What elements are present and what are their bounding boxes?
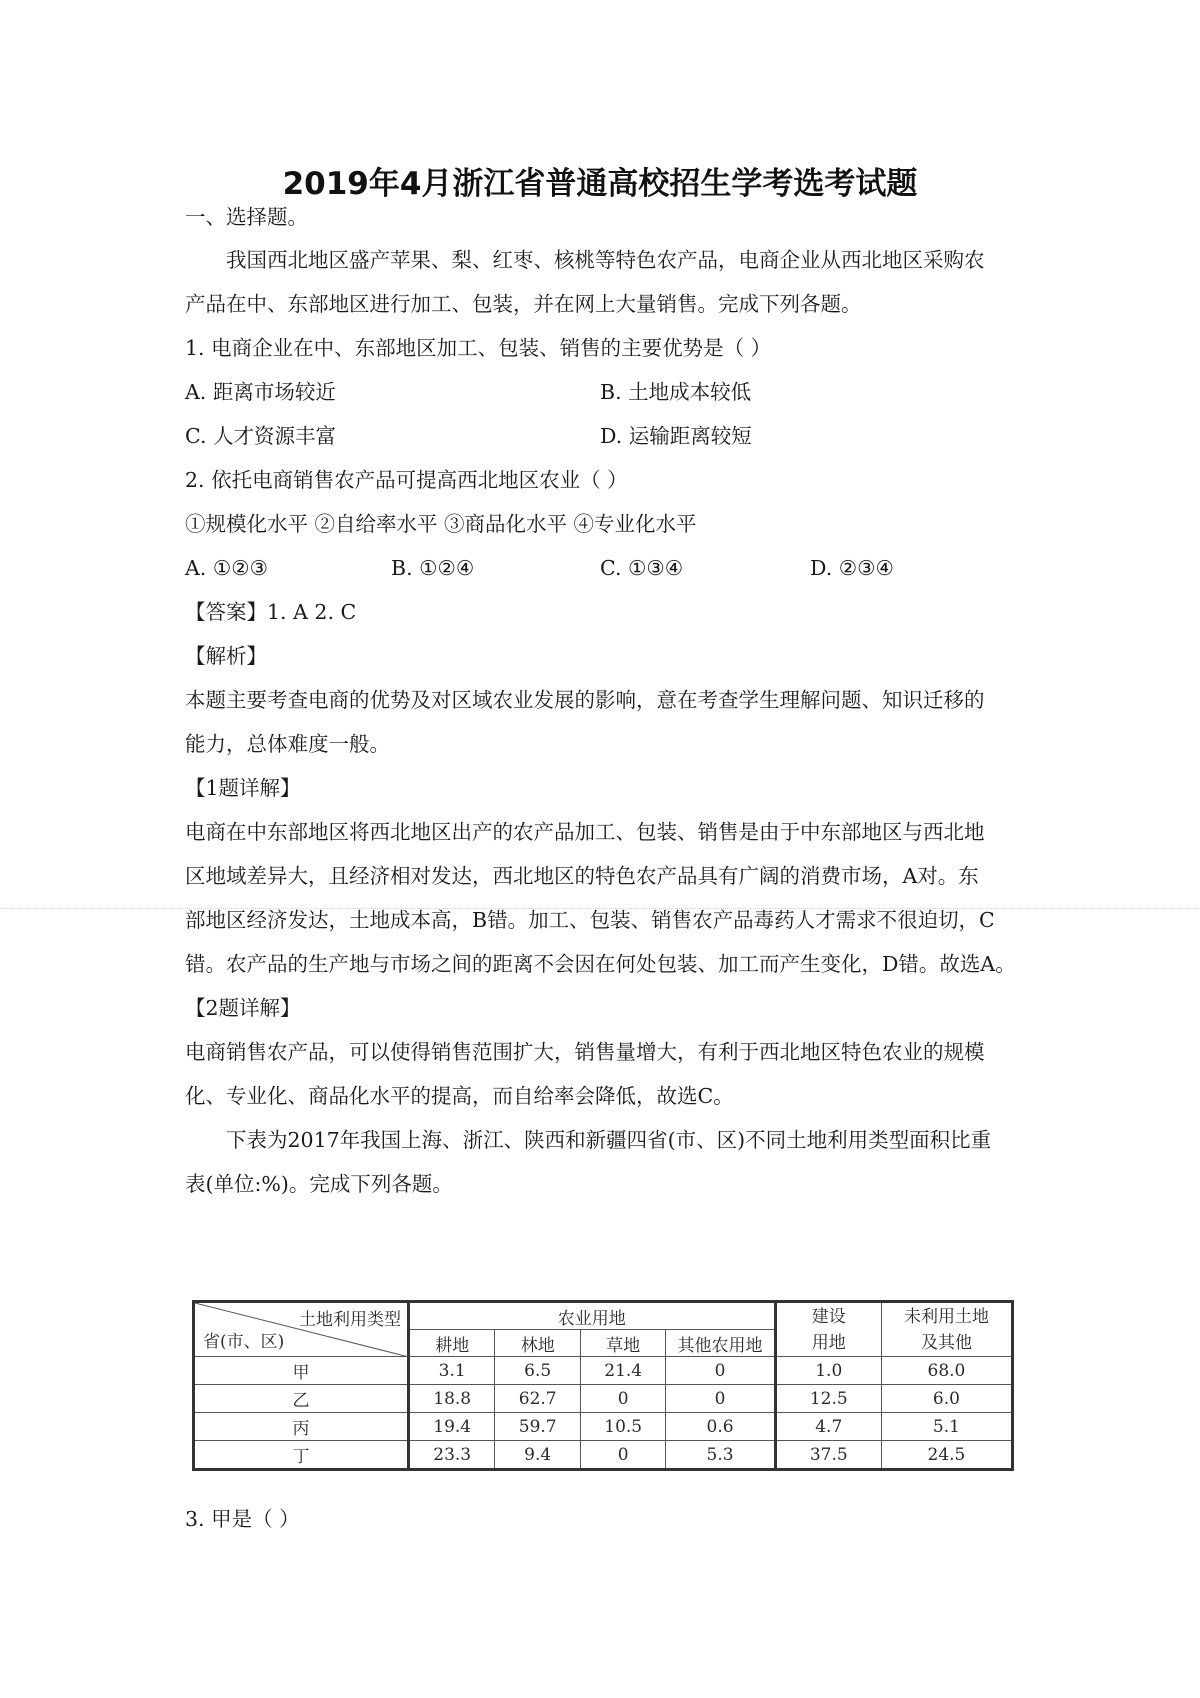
q2-stem: 2. 依托电商销售农产品可提高西北地区农业（ ） — [185, 468, 628, 492]
table-cell: 5.1 — [881, 1413, 1012, 1441]
row-name: 丙 — [194, 1413, 409, 1441]
intro1-line1: 我国西北地区盛产苹果、梨、红枣、核桃等特色农产品，电商企业从西北地区采购农 — [226, 248, 985, 272]
q2-option-c[interactable]: C. ①③④ — [600, 556, 684, 580]
row-name: 乙 — [194, 1385, 409, 1413]
table-row — [194, 1413, 1013, 1441]
table-cell: 0 — [580, 1441, 666, 1470]
analysis-line1: 本题主要考查电商的优势及对区域农业发展的影响，意在考查学生理解问题、知识迁移的 — [185, 688, 985, 712]
table-cell: 0.6 — [666, 1413, 775, 1441]
detail1-heading: 【1题详解】 — [185, 776, 301, 800]
table-cell: 18.8 — [408, 1385, 495, 1413]
table-cell: 12.5 — [775, 1385, 881, 1413]
header-construction-land: 建设 用地 — [775, 1302, 881, 1357]
table-row — [194, 1385, 1013, 1413]
q1-option-c[interactable]: C. 人才资源丰富 — [185, 424, 336, 448]
table-cell: 23.3 — [408, 1441, 495, 1470]
table-cell: 59.7 — [495, 1413, 581, 1441]
header-forest: 林地 — [495, 1330, 581, 1357]
table-cell: 9.4 — [495, 1441, 581, 1470]
detail2-line2: 化、专业化、商品化水平的提高，而自给率会降低，故选C。 — [185, 1084, 734, 1108]
analysis-heading: 【解析】 — [185, 644, 267, 668]
q1-option-d[interactable]: D. 运输距离较短 — [600, 424, 752, 448]
table-cell: 0 — [666, 1385, 775, 1413]
detail1-line2: 区地域差异大，且经济相对发达，西北地区的特色农产品具有广阔的消费市场，A对。东 — [185, 864, 979, 888]
table-cell: 3.1 — [408, 1357, 495, 1385]
document-title: 2019年4月浙江省普通高校招生学考选考试题 — [282, 166, 918, 202]
header-agricultural-land: 农业用地 — [408, 1302, 775, 1330]
row-name: 丁 — [194, 1441, 409, 1470]
header-grassland: 草地 — [580, 1330, 666, 1357]
detail2-line1: 电商销售农产品，可以使得销售范围扩大，销售量增大，有利于西北地区特色农业的规模 — [185, 1040, 985, 1064]
table-cell: 4.7 — [775, 1413, 881, 1441]
q3-stem: 3. 甲是（ ） — [185, 1507, 300, 1531]
table-cell: 21.4 — [580, 1357, 666, 1385]
detail1-line3: 部地区经济发达，土地成本高，B错。加工、包装、销售农产品毒药人才需求不很迫切，C — [185, 908, 995, 932]
table-row — [194, 1441, 1013, 1470]
table-corner-cell — [194, 1302, 409, 1357]
header-cultivated: 耕地 — [408, 1330, 495, 1357]
header-unused-land: 未利用土地 及其他 — [881, 1302, 1012, 1357]
q2-items: ①规模化水平 ②自给率水平 ③商品化水平 ④专业化水平 — [185, 512, 697, 536]
table-cell: 0 — [666, 1357, 775, 1385]
analysis-line2: 能力，总体难度一般。 — [185, 732, 390, 756]
q2-option-a[interactable]: A. ①②③ — [185, 556, 268, 580]
detail1-line1: 电商在中东部地区将西北地区出产的农产品加工、包装、销售是由于中东部地区与西北地 — [185, 820, 985, 844]
table-cell: 5.3 — [666, 1441, 775, 1470]
table-cell: 24.5 — [881, 1441, 1012, 1470]
table-cell: 0 — [580, 1385, 666, 1413]
q2-option-b[interactable]: B. ①②④ — [391, 556, 475, 580]
corner-bottom-label: 省(市、区) — [203, 1332, 285, 1352]
intro2-line2: 表(单位:%)。完成下列各题。 — [185, 1172, 453, 1196]
land-use-table — [192, 1300, 1014, 1471]
table-cell: 37.5 — [775, 1441, 881, 1470]
table-cell: 68.0 — [881, 1357, 1012, 1385]
intro1-line2: 产品在中、东部地区进行加工、包装，并在网上大量销售。完成下列各题。 — [185, 292, 862, 316]
table-cell: 10.5 — [580, 1413, 666, 1441]
corner-top-label: 土地利用类型 — [298, 1310, 401, 1330]
intro2-line1: 下表为2017年我国上海、浙江、陕西和新疆四省(市、区)不同土地利用类型面积比重 — [226, 1128, 992, 1152]
table-cell: 6.0 — [881, 1385, 1012, 1413]
q1-option-b[interactable]: B. 土地成本较低 — [600, 380, 752, 404]
table-cell: 62.7 — [495, 1385, 581, 1413]
table-cell: 1.0 — [775, 1357, 881, 1385]
table-cell: 6.5 — [495, 1357, 581, 1385]
q2-option-d[interactable]: D. ②③④ — [810, 556, 894, 580]
header-other-agri: 其他农用地 — [666, 1330, 775, 1357]
row-name: 甲 — [194, 1357, 409, 1385]
q1-stem: 1. 电商企业在中、东部地区加工、包装、销售的主要优势是（ ） — [185, 336, 772, 360]
answer-line: 【答案】1. A 2. C — [185, 600, 357, 624]
detail2-heading: 【2题详解】 — [185, 996, 301, 1020]
q1-option-a[interactable]: A. 距离市场较近 — [185, 380, 336, 404]
table-row — [194, 1357, 1013, 1385]
detail1-line4: 错。农产品的生产地与市场之间的距离不会因在何处包装、加工而产生变化，D错。故选A。 — [185, 952, 1016, 976]
table-cell: 19.4 — [408, 1413, 495, 1441]
section-heading: 一、选择题。 — [185, 205, 308, 229]
